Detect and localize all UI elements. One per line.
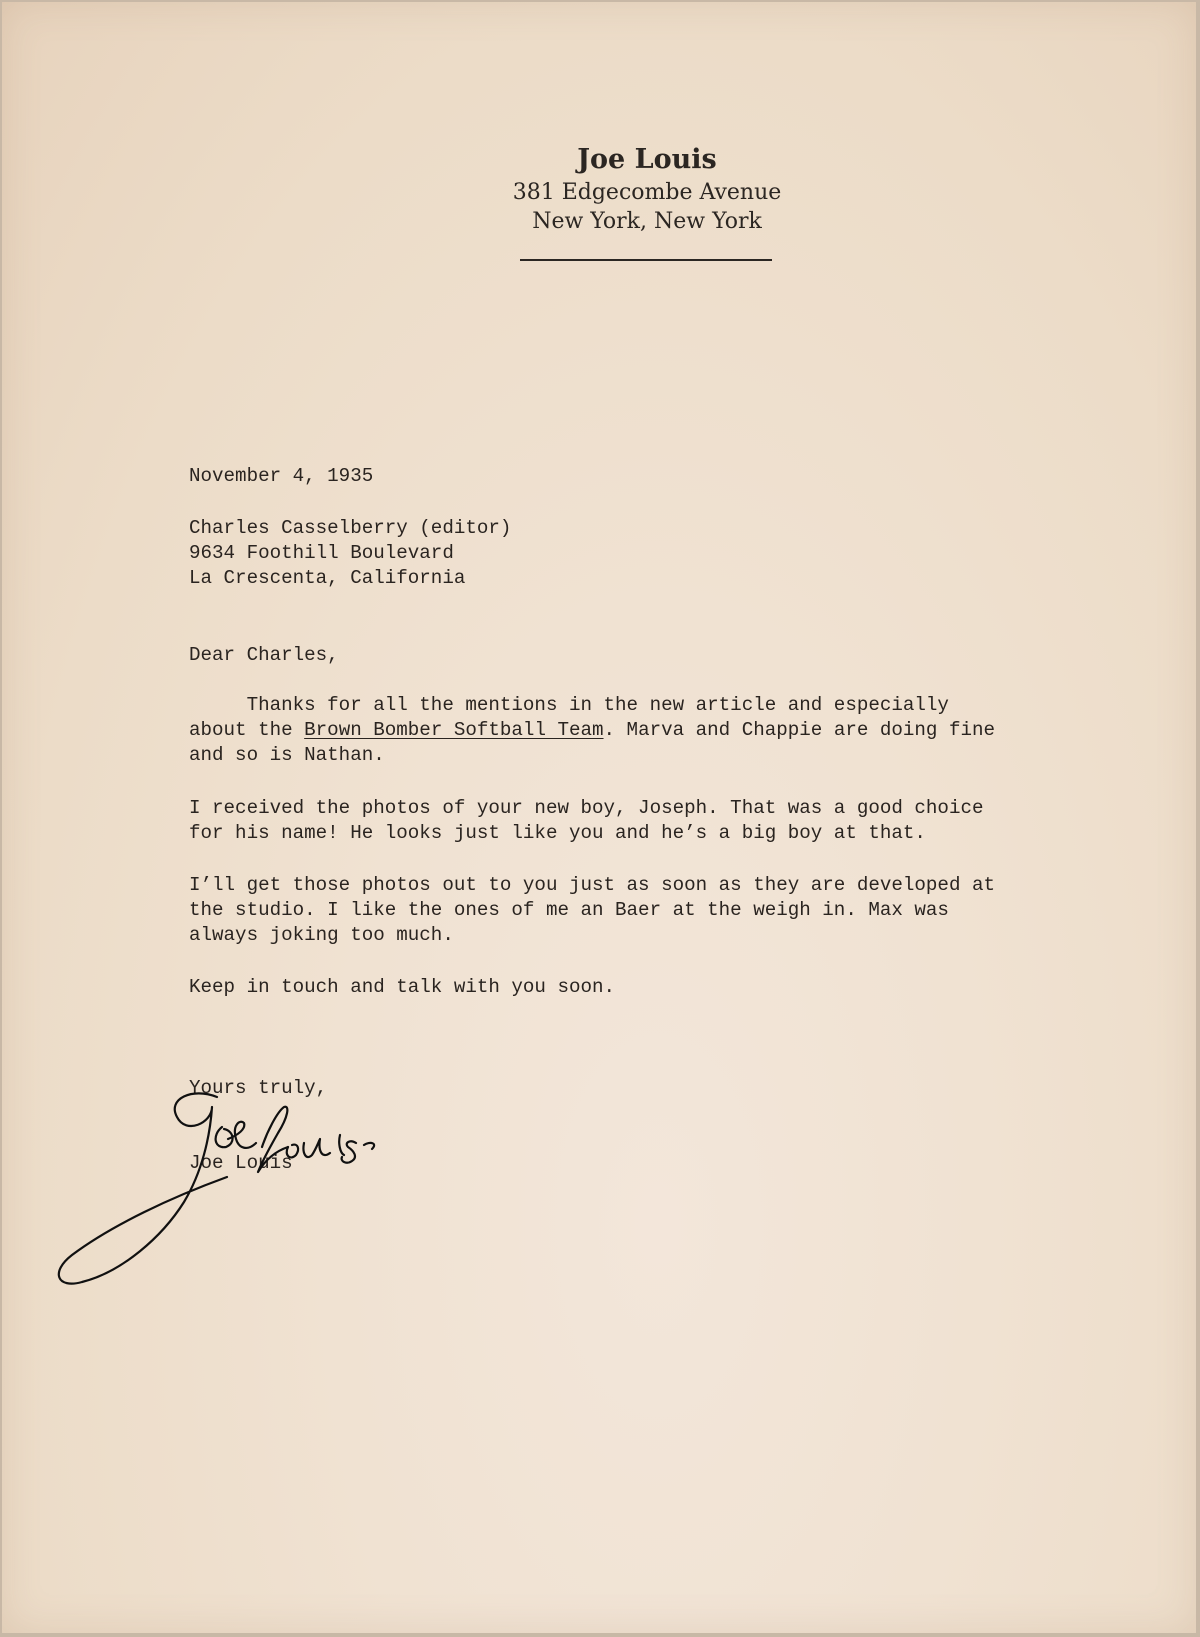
closing: Yours truly,: [189, 1077, 328, 1099]
letterhead-name: Joe Louis: [577, 144, 717, 175]
letterhead: [442, 142, 852, 236]
recipient-name: Charles Casselberry (editor): [189, 517, 512, 539]
paragraph1-line1: Thanks for all the mentions in the new article and especially: [189, 694, 949, 716]
recipient-street: 9634 Foothill Boulevard: [189, 542, 454, 564]
paragraph1-line2-after: . Marva and Chappie are doing fine: [603, 719, 996, 741]
typed-signature: Joe Louis: [189, 1152, 293, 1174]
salutation: Dear Charles,: [189, 644, 339, 666]
paragraph1-line3: and so is Nathan.: [189, 744, 385, 766]
paragraph3-line1: I’ll get those photos out to you just as soon as they are developed at: [189, 874, 996, 896]
handwritten-signature: [52, 1077, 412, 1297]
letterhead-divider: [520, 259, 772, 261]
paragraph1-line2-before: about the: [189, 719, 305, 741]
paragraph4: Keep in touch and talk with you soon.: [189, 976, 616, 998]
letter-page: [2, 2, 1196, 1633]
paragraph3-line2: the studio. I like the ones of me an Baer at the weigh in. Max was: [189, 899, 949, 921]
softball-team-underlined: Brown Bomber Softball Team: [304, 719, 604, 741]
letter-date: November 4, 1935: [189, 465, 374, 487]
letterhead-city: New York, New York: [532, 209, 762, 234]
paragraph3-line3: always joking too much.: [189, 924, 454, 946]
paragraph1-line2: [189, 718, 995, 744]
paragraph2-line2: for his name! He looks just like you and he’s a big boy at that.: [189, 822, 926, 844]
paragraph2-line1: I received the photos of your new boy, Joseph. That was a good choice: [189, 797, 984, 819]
recipient-city: La Crescenta, California: [189, 567, 466, 589]
letterhead-street: 381 Edgecombe Avenue: [512, 180, 782, 205]
